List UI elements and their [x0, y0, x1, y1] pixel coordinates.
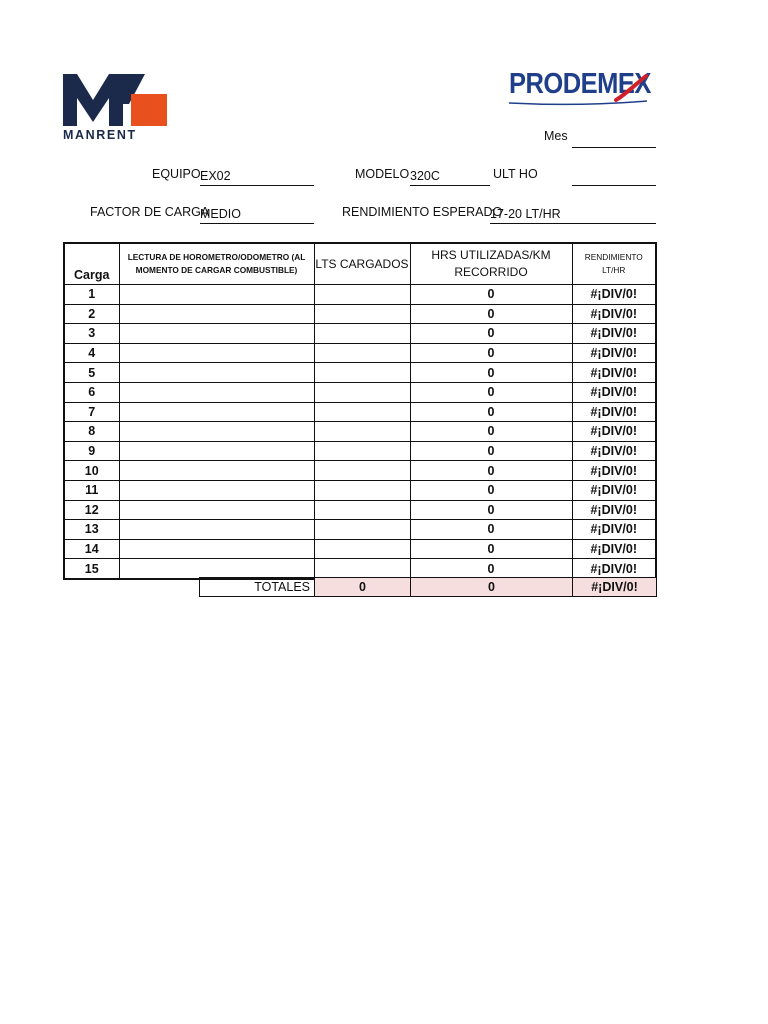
cell-carga: 7 [64, 402, 119, 422]
cell-carga: 10 [64, 461, 119, 481]
cell-lectura[interactable] [119, 480, 314, 500]
modelo-field[interactable]: 320C [410, 169, 490, 186]
factor-carga-field[interactable]: MEDIO [200, 207, 314, 224]
mes-field[interactable] [572, 131, 656, 148]
table-header-row [64, 243, 656, 285]
cell-rendimiento: #¡DIV/0! [572, 559, 656, 579]
table-row [64, 520, 656, 540]
column-header-lts-cargados: LTS CARGADOS [314, 243, 410, 285]
cell-lts-cargados[interactable] [314, 559, 410, 579]
ult-ho-label: ULT HO [493, 167, 538, 181]
cell-rendimiento: #¡DIV/0! [572, 343, 656, 363]
rendimiento-esperado-label: RENDIMIENTO ESPERADO [342, 205, 503, 219]
cell-hrs-utilizadas: 0 [410, 324, 572, 344]
factor-carga-label: FACTOR DE CARGA [90, 205, 210, 219]
equipo-field[interactable]: EX02 [200, 169, 314, 186]
cell-lectura[interactable] [119, 539, 314, 559]
table-row [64, 539, 656, 559]
table-row [64, 559, 656, 579]
cell-hrs-utilizadas: 0 [410, 500, 572, 520]
cell-carga: 11 [64, 480, 119, 500]
cell-carga: 4 [64, 343, 119, 363]
cell-rendimiento: #¡DIV/0! [572, 461, 656, 481]
cell-lts-cargados[interactable] [314, 363, 410, 383]
table-row [64, 324, 656, 344]
table-row [64, 422, 656, 442]
column-header-rendimiento: RENDIMIENTO LT/HR [572, 243, 656, 285]
modelo-label: MODELO [355, 167, 410, 181]
column-header-hrs-utilizadas: HRS UTILIZADAS/KM RECORRIDO [410, 243, 572, 285]
cell-lectura[interactable] [119, 520, 314, 540]
cell-lectura[interactable] [119, 461, 314, 481]
cell-hrs-utilizadas: 0 [410, 520, 572, 540]
cell-hrs-utilizadas: 0 [410, 343, 572, 363]
cell-carga: 2 [64, 304, 119, 324]
manrent-wordmark: MANRENT [63, 128, 137, 142]
cell-lts-cargados[interactable] [314, 441, 410, 461]
prodemex-wordmark: PRODEMEX [509, 68, 651, 100]
cell-hrs-utilizadas: 0 [410, 382, 572, 402]
table-row [64, 461, 656, 481]
column-header-carga: Carga [64, 243, 119, 285]
cell-rendimiento: #¡DIV/0! [572, 304, 656, 324]
table-row [64, 441, 656, 461]
cell-carga: 13 [64, 520, 119, 540]
cell-lectura[interactable] [119, 441, 314, 461]
cell-lectura[interactable] [119, 343, 314, 363]
cell-rendimiento: #¡DIV/0! [572, 382, 656, 402]
table-row [64, 363, 656, 383]
cell-lectura[interactable] [119, 304, 314, 324]
cell-rendimiento: #¡DIV/0! [572, 539, 656, 559]
totals-row [199, 577, 657, 597]
cell-rendimiento: #¡DIV/0! [572, 520, 656, 540]
cell-lts-cargados[interactable] [314, 520, 410, 540]
cell-carga: 9 [64, 441, 119, 461]
cell-lts-cargados[interactable] [314, 343, 410, 363]
cell-carga: 15 [64, 559, 119, 579]
cell-hrs-utilizadas: 0 [410, 480, 572, 500]
cell-lts-cargados[interactable] [314, 461, 410, 481]
cell-carga: 14 [64, 539, 119, 559]
cell-lectura[interactable] [119, 402, 314, 422]
cell-lectura[interactable] [119, 382, 314, 402]
cell-carga: 3 [64, 324, 119, 344]
cell-hrs-utilizadas: 0 [410, 402, 572, 422]
cell-hrs-utilizadas: 0 [410, 363, 572, 383]
cell-rendimiento: #¡DIV/0! [572, 441, 656, 461]
cell-hrs-utilizadas: 0 [410, 441, 572, 461]
cell-lectura[interactable] [119, 559, 314, 579]
cell-lts-cargados[interactable] [314, 382, 410, 402]
table-row [64, 343, 656, 363]
cell-lts-cargados[interactable] [314, 422, 410, 442]
cell-hrs-utilizadas: 0 [410, 422, 572, 442]
table-row [64, 304, 656, 324]
cell-carga: 5 [64, 363, 119, 383]
cell-lectura[interactable] [119, 285, 314, 305]
cell-lectura[interactable] [119, 500, 314, 520]
table-row [64, 285, 656, 305]
cell-lectura[interactable] [119, 422, 314, 442]
table-row [64, 402, 656, 422]
cell-lts-cargados[interactable] [314, 402, 410, 422]
equipo-label: EQUIPO [152, 167, 201, 181]
column-header-lectura: LECTURA DE HOROMETRO/ODOMETRO (AL MOMENTO DE CARGAR COMBUSTIBLE) [119, 243, 314, 285]
table-row [64, 500, 656, 520]
cell-carga: 12 [64, 500, 119, 520]
totals-lts: 0 [315, 578, 411, 597]
totals-label: TOTALES [200, 578, 315, 597]
rendimiento-esperado-field[interactable]: 17-20 LT/HR [490, 207, 656, 224]
cell-hrs-utilizadas: 0 [410, 539, 572, 559]
cell-carga: 8 [64, 422, 119, 442]
ult-ho-field[interactable] [572, 169, 656, 186]
cell-lectura[interactable] [119, 363, 314, 383]
cell-hrs-utilizadas: 0 [410, 304, 572, 324]
totals-rendimiento: #¡DIV/0! [573, 578, 657, 597]
table-row [64, 382, 656, 402]
cell-lectura[interactable] [119, 324, 314, 344]
cell-carga: 6 [64, 382, 119, 402]
cell-hrs-utilizadas: 0 [410, 559, 572, 579]
cell-lts-cargados[interactable] [314, 285, 410, 305]
cell-lts-cargados[interactable] [314, 324, 410, 344]
fuel-log-table [63, 242, 657, 580]
cell-rendimiento: #¡DIV/0! [572, 285, 656, 305]
cell-carga: 1 [64, 285, 119, 305]
table-row [64, 480, 656, 500]
cell-lts-cargados[interactable] [314, 304, 410, 324]
cell-hrs-utilizadas: 0 [410, 461, 572, 481]
cell-rendimiento: #¡DIV/0! [572, 402, 656, 422]
cell-rendimiento: #¡DIV/0! [572, 363, 656, 383]
mes-label: Mes [544, 129, 568, 143]
cell-lts-cargados[interactable] [314, 500, 410, 520]
totals-hrs: 0 [411, 578, 573, 597]
cell-rendimiento: #¡DIV/0! [572, 500, 656, 520]
cell-rendimiento: #¡DIV/0! [572, 422, 656, 442]
cell-hrs-utilizadas: 0 [410, 285, 572, 305]
cell-lts-cargados[interactable] [314, 539, 410, 559]
prodemex-underline-icon [509, 100, 647, 106]
cell-rendimiento: #¡DIV/0! [572, 324, 656, 344]
cell-rendimiento: #¡DIV/0! [572, 480, 656, 500]
cell-lts-cargados[interactable] [314, 480, 410, 500]
